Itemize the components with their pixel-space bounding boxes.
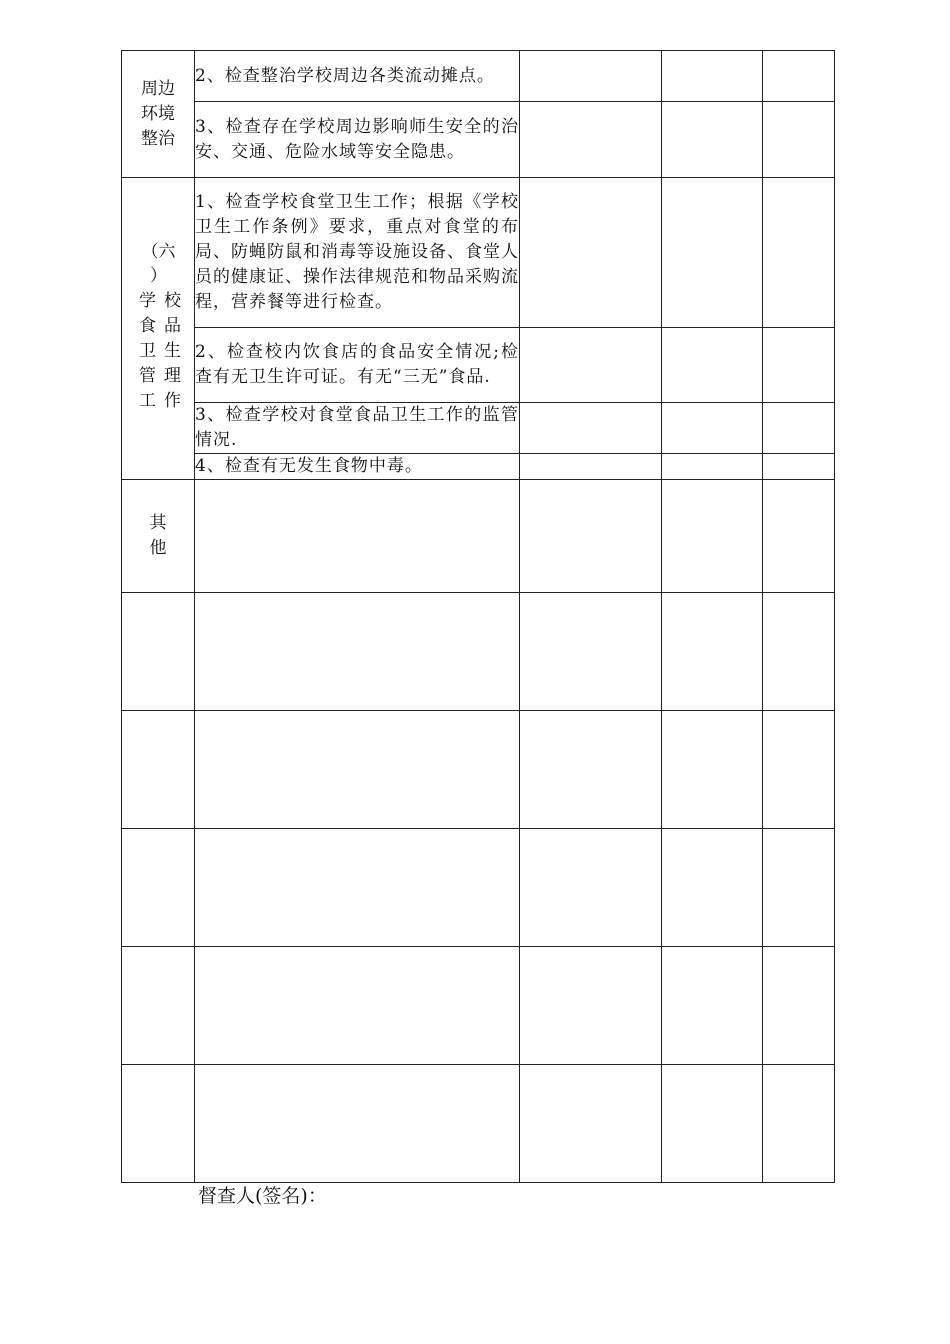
env-item-3: 3、检查存在学校周边影响师生安全的治安、交通、危险水域等安全隐患。 [195, 102, 520, 178]
result-cell[interactable] [763, 480, 835, 593]
result-cell[interactable] [763, 51, 835, 102]
category-cell[interactable] [122, 947, 195, 1065]
result-cell[interactable] [763, 403, 835, 454]
table-row [122, 51, 835, 102]
result-cell[interactable] [763, 947, 835, 1065]
item-cell[interactable] [195, 1065, 520, 1183]
category-cell[interactable] [122, 711, 195, 829]
table-row [122, 328, 835, 403]
result-cell[interactable] [763, 1065, 835, 1183]
food-item-1: 1、检查学校食堂卫生工作；根据《学校卫生工作条例》要求，重点对食堂的布局、防蝇防鼠和消毒等设施设备、食堂人员的健康证、操作法律规范和物品采购流程，营养餐等进行检查。 [195, 178, 520, 328]
result-cell[interactable] [520, 178, 662, 328]
result-cell[interactable] [662, 102, 763, 178]
signer-label: 督查人(签名)： [198, 1185, 327, 1207]
result-cell[interactable] [763, 328, 835, 403]
blank-row [122, 711, 835, 829]
food-item-4: 4、检查有无发生食物中毒。 [195, 454, 520, 480]
item-cell[interactable] [195, 829, 520, 947]
result-cell[interactable] [662, 1065, 763, 1183]
result-cell[interactable] [520, 711, 662, 829]
category-environment: 周边 环境 整治 [122, 51, 195, 178]
result-cell[interactable] [662, 711, 763, 829]
result-cell[interactable] [662, 454, 763, 480]
table-row [122, 480, 835, 593]
category-other: 其 他 [122, 480, 195, 593]
category-cell[interactable] [122, 829, 195, 947]
result-cell[interactable] [662, 593, 763, 711]
result-cell[interactable] [520, 1065, 662, 1183]
result-cell[interactable] [662, 403, 763, 454]
blank-row [122, 593, 835, 711]
table-row [122, 403, 835, 454]
result-cell[interactable] [763, 711, 835, 829]
result-cell[interactable] [662, 51, 763, 102]
result-cell[interactable] [662, 328, 763, 403]
result-cell[interactable] [763, 829, 835, 947]
category-cell[interactable] [122, 1065, 195, 1183]
table-row [122, 454, 835, 480]
result-cell[interactable] [520, 593, 662, 711]
env-item-2: 2、检查整治学校周边各类流动摊点。 [195, 51, 520, 102]
result-cell[interactable] [520, 829, 662, 947]
table-row [122, 102, 835, 178]
result-cell[interactable] [520, 403, 662, 454]
result-cell[interactable] [520, 328, 662, 403]
blank-row [122, 1065, 835, 1183]
result-cell[interactable] [763, 454, 835, 480]
result-cell[interactable] [662, 178, 763, 328]
result-cell[interactable] [763, 178, 835, 328]
result-cell[interactable] [520, 454, 662, 480]
category-cell[interactable] [122, 593, 195, 711]
item-cell[interactable] [195, 480, 520, 593]
result-cell[interactable] [520, 102, 662, 178]
food-item-3: 3、检查学校对食堂食品卫生工作的监管情况. [195, 403, 520, 454]
result-cell[interactable] [763, 593, 835, 711]
inspection-table [121, 50, 835, 1183]
result-cell[interactable] [520, 480, 662, 593]
table-row [122, 178, 835, 328]
blank-row [122, 829, 835, 947]
blank-row [122, 947, 835, 1065]
item-cell[interactable] [195, 593, 520, 711]
result-cell[interactable] [662, 829, 763, 947]
result-cell[interactable] [520, 51, 662, 102]
result-cell[interactable] [662, 947, 763, 1065]
result-cell[interactable] [662, 480, 763, 593]
result-cell[interactable] [520, 947, 662, 1065]
result-cell[interactable] [763, 102, 835, 178]
item-cell[interactable] [195, 711, 520, 829]
category-food-safety: （六 ） 学 校食 品卫 生管 理工 作 [122, 178, 195, 480]
item-cell[interactable] [195, 947, 520, 1065]
food-item-2: 2、检查校内饮食店的食品安全情况;检查有无卫生许可证。有无“三无”食品. [195, 328, 520, 403]
